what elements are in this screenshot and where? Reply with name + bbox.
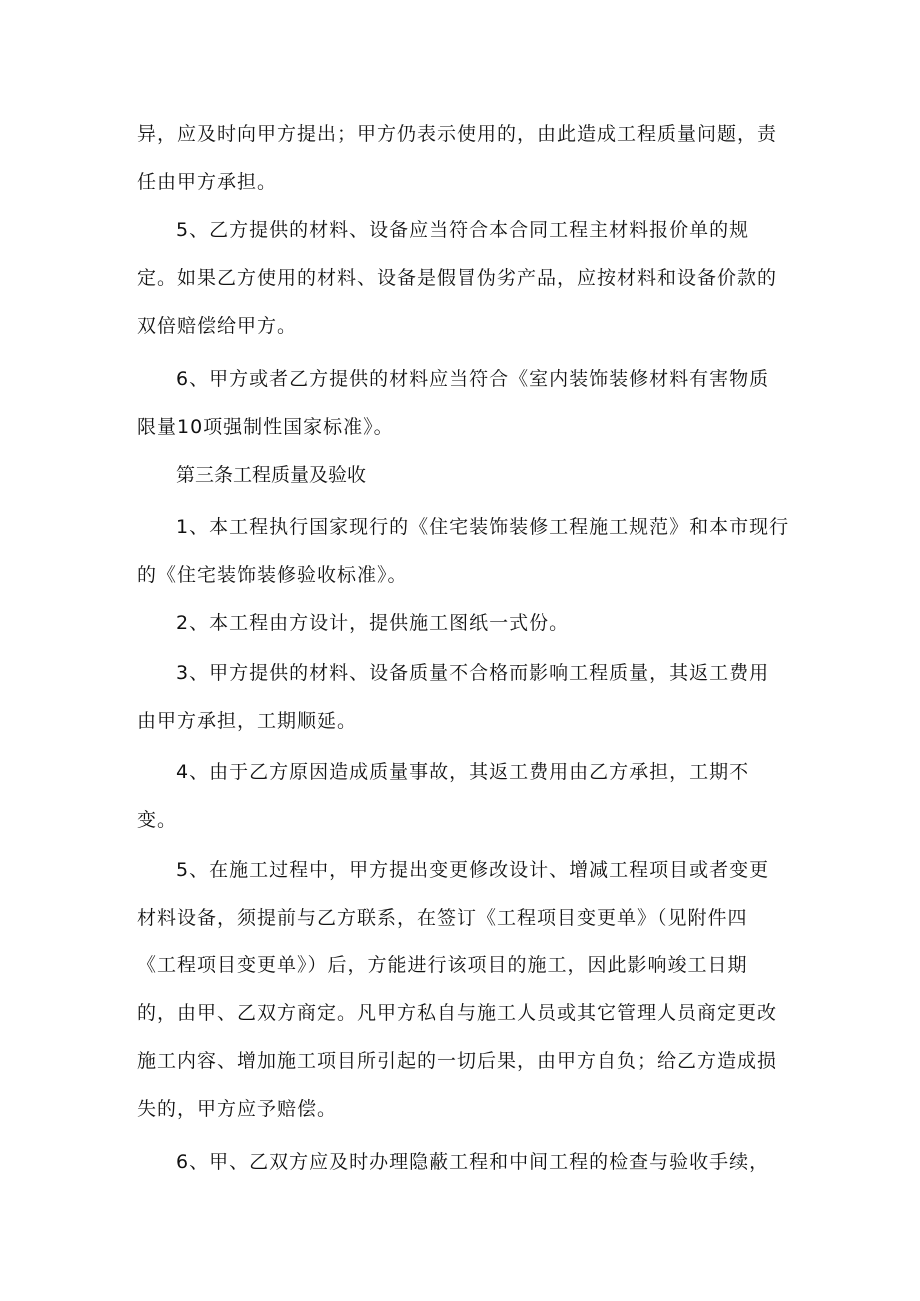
text-line: 的《住宅装饰装修验收标准》。	[137, 564, 408, 586]
clause-5-changes: 5、在施工过程中，甲方提出变更修改设计、增减工程项目或者变更	[176, 859, 770, 881]
text-line: 异，应及时向甲方提出；甲方仍表示使用的，由此造成工程质量问题，责	[137, 123, 778, 145]
text-line: 由甲方承担，工期顺延。	[137, 710, 358, 732]
clause-5-materials: 5、乙方提供的材料、设备应当符合本合同工程主材料报价单的规	[176, 219, 750, 241]
text-line: 变。	[137, 809, 178, 831]
clause-2-design: 2、本工程由方设计，提供施工图纸一式份。	[176, 612, 570, 634]
clause-6-inspection: 6、甲、乙双方应及时办理隐蔽工程和中间工程的检查与验收手续，	[176, 1151, 770, 1173]
clause-3-quality: 3、甲方提供的材料、设备质量不合格而影响工程质量，其返工费用	[176, 662, 770, 684]
text-line: 失的，甲方应予赔偿。	[137, 1098, 338, 1120]
text-line: 双倍赔偿给甲方。	[137, 315, 298, 337]
clause-6-standards: 6、甲方或者乙方提供的材料应当符合《室内装饰装修材料有害物质	[176, 368, 770, 390]
text-line: 限量10项强制性国家标准》。	[137, 416, 394, 438]
clause-1-regulations: 1、本工程执行国家现行的《住宅装饰装修工程施工规范》和本市现行	[176, 516, 790, 538]
section-heading: 第三条工程质量及验收	[176, 464, 367, 486]
clause-4-accident: 4、由于乙方原因造成质量事故，其返工费用由乙方承担，工期不	[176, 761, 750, 783]
text-line: 施工内容、增加施工项目所引起的一切后果，由甲方自负；给乙方造成损	[137, 1050, 778, 1072]
text-line: 定。如果乙方使用的材料、设备是假冒伪劣产品，应按材料和设备价款的	[137, 267, 778, 289]
text-line: 《工程项目变更单》）后，方能进行该项目的施工，因此影响竣工日期	[137, 954, 748, 976]
text-line: 任由甲方承担。	[137, 171, 278, 193]
text-line: 材料设备，须提前与乙方联系，在签订《工程项目变更单》（见附件四	[137, 907, 748, 929]
text-line: 的，由甲、乙双方商定。凡甲方私自与施工人员或其它管理人员商定更改	[137, 1002, 778, 1024]
